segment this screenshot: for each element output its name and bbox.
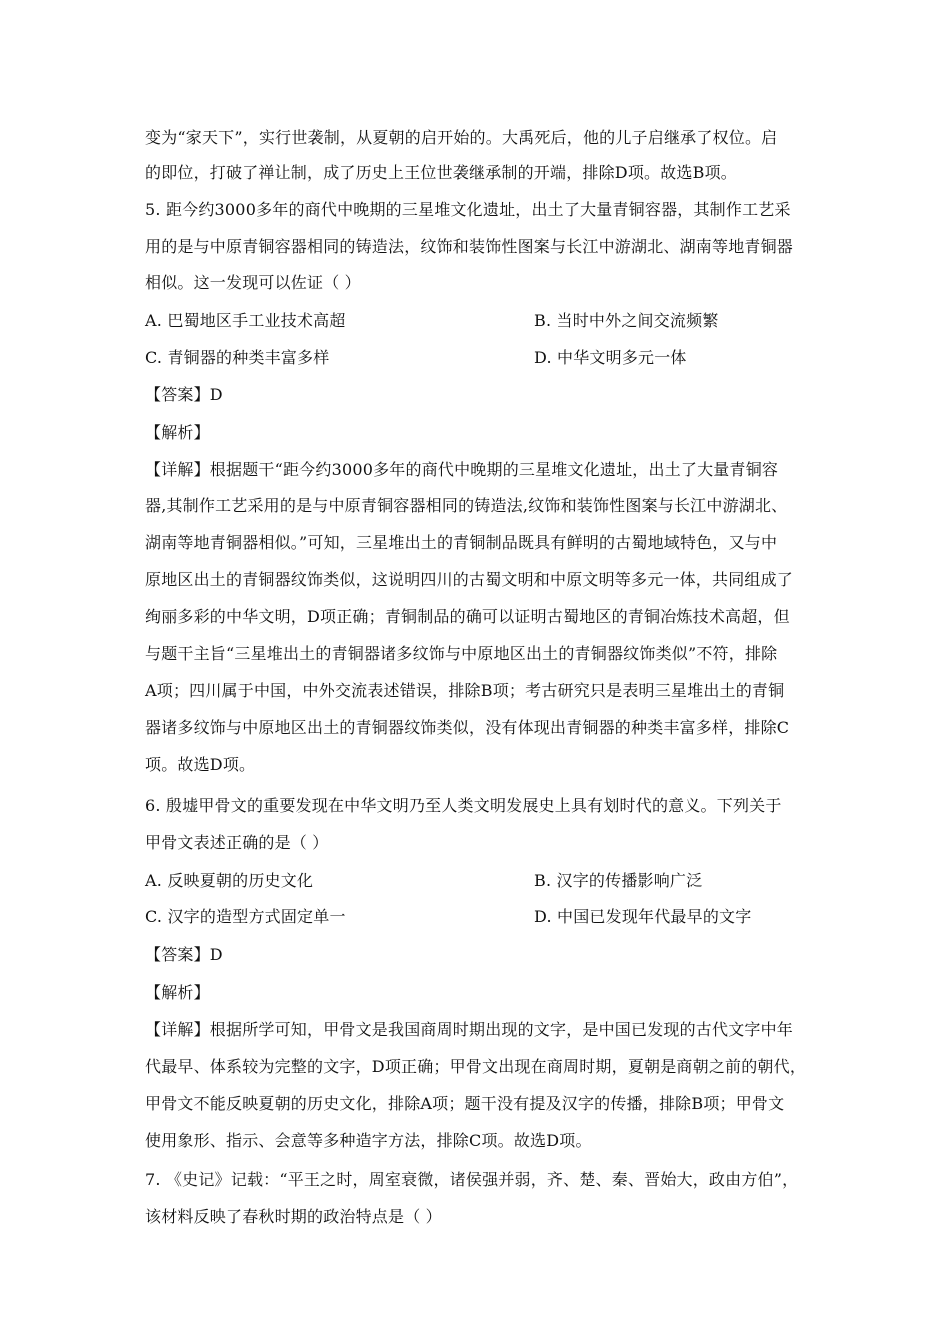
q5-analysis-label: 【解析】 bbox=[145, 423, 210, 442]
q5-option-b: B. 当时中外之间交流频繁 bbox=[534, 311, 719, 330]
q7-stem-line-1: 7. 《史记》记载：“平王之时，周室衰微，诸侯强并弱，齐、楚、秦、晋始大，政由方伯”， bbox=[145, 1170, 799, 1189]
q5-detail-line-4: 原地区出土的青铜器纹饰类似，这说明四川的古蜀文明和中原文明等多元一体，共同组成了 bbox=[145, 570, 794, 589]
q5-detail-line-2: 器,其制作工艺采用的是与中原青铜容器相同的铸造法,纹饰和装饰性图案与长江中游湖北、 bbox=[145, 496, 788, 515]
q5-detail-line-6: 与题干主旨“三星堆出土的青铜器诸多纹饰与中原地区出土的青铜器纹饰类似”不符，排除 bbox=[145, 644, 778, 663]
continuation-line-2: 的即位，打破了禅让制，成了历史上王位世袭继承制的开端，排除D项。故选B项。 bbox=[145, 163, 737, 182]
q7-stem-line-2: 该材料反映了春秋时期的政治特点是（ ） bbox=[145, 1207, 442, 1226]
q5-stem-line-3: 相似。这一发现可以佐证（ ） bbox=[145, 273, 361, 292]
continuation-line-1: 变为“家天下”，实行世袭制，从夏朝的启开始的。大禹死后，他的儿子启继承了权位。启 bbox=[145, 128, 778, 147]
q5-option-c: C. 青铜器的种类丰富多样 bbox=[145, 348, 330, 367]
q6-option-b: B. 汉字的传播影响广泛 bbox=[534, 871, 703, 890]
q5-detail-line-5: 绚丽多彩的中华文明，D项正确；青铜制品的确可以证明古蜀地区的青铜冶炼技术高超，但 bbox=[145, 607, 790, 626]
q6-stem-line-1: 6. 殷墟甲骨文的重要发现在中华文明乃至人类文明发展史上具有划时代的意义。下列关于 bbox=[145, 796, 782, 815]
q6-option-d: D. 中国已发现年代最早的文字 bbox=[534, 907, 752, 926]
q6-option-c: C. 汉字的造型方式固定单一 bbox=[145, 907, 346, 926]
q6-detail-line-3: 甲骨文不能反映夏朝的历史文化，排除A项；题干没有提及汉字的传播，排除B项；甲骨文 bbox=[145, 1094, 785, 1113]
q5-stem-line-2: 用的是与中原青铜容器相同的铸造法，纹饰和装饰性图案与长江中游湖北、湖南等地青铜器 bbox=[145, 237, 794, 256]
q6-answer: 【答案】D bbox=[145, 945, 223, 964]
q5-answer: 【答案】D bbox=[145, 385, 223, 404]
q6-option-a: A. 反映夏朝的历史文化 bbox=[145, 871, 314, 890]
q5-detail-line-3: 湖南等地青铜器相似。”可知，三星堆出土的青铜制品既具有鲜明的古蜀地域特色，又与中 bbox=[145, 533, 778, 552]
q5-detail-line-7: A项；四川属于中国，中外交流表述错误，排除B项；考古研究只是表明三星堆出土的青铜 bbox=[145, 681, 785, 700]
q5-detail-line-9: 项。故选D项。 bbox=[145, 755, 256, 774]
q5-detail-line-1: 【详解】根据题干“距今约3000多年的商代中晚期的三星堆文化遗址，出土了大量青铜容 bbox=[145, 460, 779, 479]
q6-detail-line-1: 【详解】根据所学可知，甲骨文是我国商周时期出现的文字，是中国已发现的古代文字中年 bbox=[145, 1020, 794, 1039]
q6-detail-line-4: 使用象形、指示、会意等多种造字方法，排除C项。故选D项。 bbox=[145, 1131, 592, 1150]
q5-stem-line-1: 5. 距今约3000多年的商代中晚期的三星堆文化遗址，出土了大量青铜容器，其制作工艺采 bbox=[145, 200, 791, 219]
q6-stem-line-2: 甲骨文表述正确的是（ ） bbox=[145, 833, 329, 852]
q5-option-a: A. 巴蜀地区手工业技术高超 bbox=[145, 311, 346, 330]
q6-analysis-label: 【解析】 bbox=[145, 983, 210, 1002]
q6-detail-line-2: 代最早、体系较为完整的文字，D项正确；甲骨文出现在商周时期，夏朝是商朝之前的朝代， bbox=[145, 1057, 807, 1076]
q5-detail-line-8: 器诸多纹饰与中原地区出土的青铜器纹饰类似，没有体现出青铜器的种类丰富多样，排除C bbox=[145, 718, 790, 737]
q5-option-d: D. 中华文明多元一体 bbox=[534, 348, 687, 367]
